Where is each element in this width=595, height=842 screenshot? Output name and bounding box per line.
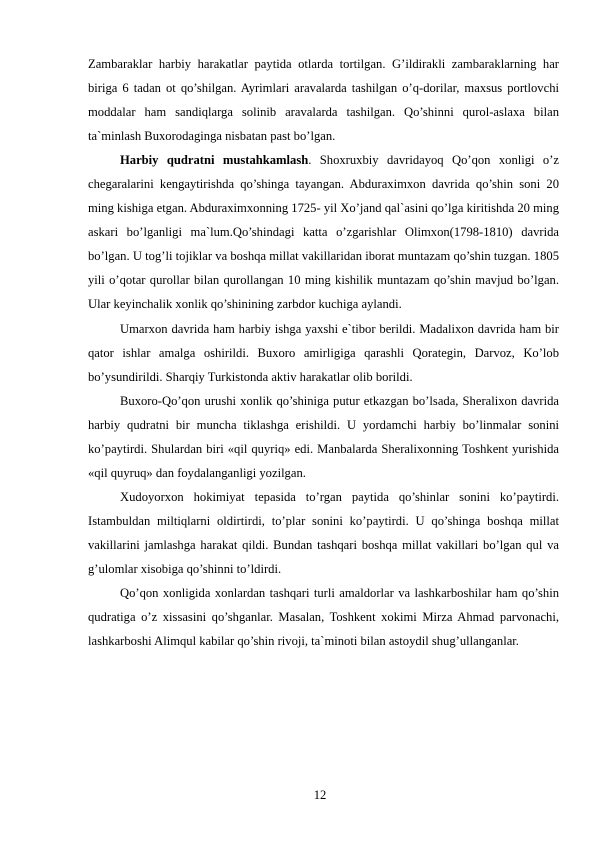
document-body [88, 52, 559, 653]
paragraph-zambaraklar [88, 52, 559, 148]
paragraph-text: Buxoro-Qo’qon urushi xonlik qo’shiniga putur etkazgan bo’lsada, Sheralixon davrida harbiy qudratni bir muncha tiklashga erishildi. U yordamchi harbiy bo’linmalar sonini ko’paytirdi. Shulardan biri «qil quyriq» edi. Manbalarda Sheralixonning Toshkent yurishida «qil quyruq» dan foydalanganligi yozilgan. [88, 393, 559, 480]
paragraph-harbiy-qudrat [88, 148, 559, 316]
paragraph-text: Qo’qon xonligida xonlardan tashqari turli amaldorlar va lashkarboshilar ham qo’shin qudratiga o’z xissasini qo’shganlar. Masalan, Toshkent xokimi Mirza Ahmad parvonachi, lashkarboshi Alimqul kabilar qo’shin rivoji, ta`minoti bilan astoydil shug’ullanganlar. [88, 586, 559, 649]
paragraph-xudoyorxon [88, 485, 559, 581]
paragraph-umarxon [88, 317, 559, 389]
paragraph-text: Umarxon davrida ham harbiy ishga yaxshi e`tibor berildi. Madalixon davrida ham bir qator ishlar amalga oshirildi. Buxoro amirligiga qarashli Qorategin, Darvoz, Ko’lob bo’ysundirildi. Sharqiy Turkistonda aktiv harakatlar olib borildi. [88, 321, 559, 384]
paragraph-text: Zambaraklar harbiy harakatlar paytida otlarda tortilgan. G’ildirakli zambaraklarning har biriga 6 tadan ot qo’shilgan. Ayrimlari aravalarda tashilgan o’q-dorilar, maxsus portlovchi moddalar ham sandiqlarga solinib aravalarda tashilgan. Qo’shinni qurol-aslaxa bilan ta`minlash Buxorodaginga nisbatan past bo’lgan. [88, 57, 559, 144]
paragraph-buxoro-qoqon [88, 389, 559, 485]
paragraph-qoqon-xonligi [88, 581, 559, 653]
paragraph-text: . Shoxruxbiy davridayoq Qo’qon xonligi o’z chegaralarini kengaytirishda qo’shinga tayangan. Abduraximxon davrida qo’shin soni 20 ming kishiga etgan. Abduraximxonning 1725- yil Xo’jand qal`asini qo’lga kiritishda 20 ming askari bo’lganligi ma`lum.Qo’shindagi katta o’zgarishlar Olimxon(1798-1810) davrida bo’lgan. U tog’li tojiklar va boshqa millat vakillaridan iborat muntazam qo’shin tuzgan. 1805 yili o’qotar qurollar bilan qurollangan 10 ming kishilik muntazam qo’shin mavjud bo’lgan. Ular keyinchalik xonlik qo’shinining zarbdor kuchiga aylandi. [88, 153, 560, 312]
page-number: 12 [313, 788, 327, 802]
section-heading: Harbiy qudratni mustahkamlash [120, 153, 309, 168]
paragraph-text: Xudoyorxon hokimiyat tepasida to’rgan paytida qo’shinlar sonini ko’paytirdi. Istambuldan miltiqlarni oldirtirdi, to’plar sonini ko’paytirdi. U qo’shinga boshqa millat vakillarini jamlashga harakat qildi. Bundan tashqari boshqa millat vakillari bo’lgan qul va g’ulomlar xisobiga qo’shinni to’ldirdi. [88, 489, 559, 576]
